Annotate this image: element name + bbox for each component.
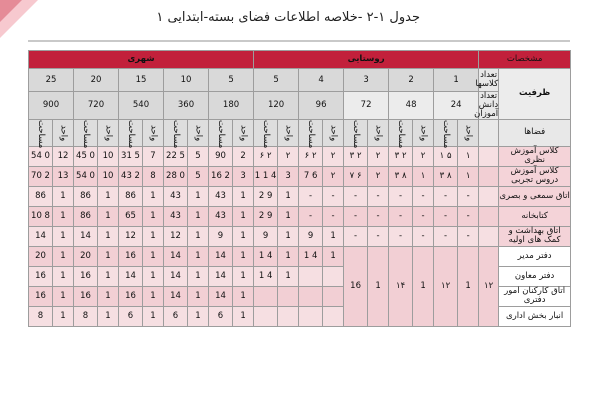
table-cell: 1	[143, 206, 164, 226]
table-cell: ۶ ۲	[254, 146, 278, 166]
space-name: انبار بخش اداری	[499, 306, 571, 326]
table-cell: 1	[233, 306, 254, 326]
table-cell: 6	[119, 306, 143, 326]
table-cell	[299, 286, 323, 306]
table-cell: 12	[53, 146, 74, 166]
table-cell: -	[434, 226, 458, 246]
space-name: دفتر معاون	[499, 266, 571, 286]
table-cell: 14	[164, 246, 188, 266]
merged-area-r2: ۱۲	[434, 246, 458, 326]
table-cell: 1	[233, 186, 254, 206]
table-cell: -	[368, 206, 389, 226]
table-cell	[278, 286, 299, 306]
table-cell: 1	[233, 246, 254, 266]
table-cell: 1	[233, 286, 254, 306]
table-cell: ۱	[458, 166, 479, 186]
table-cell: -	[299, 206, 323, 226]
rural-capacity: 2	[389, 69, 434, 92]
table-cell: 9	[254, 226, 278, 246]
table-cell: 5	[188, 146, 209, 166]
subheader-unit: واحد	[53, 119, 74, 146]
rural-students: 72	[344, 92, 389, 120]
table-cell: 1	[143, 226, 164, 246]
table-cell: 6	[164, 306, 188, 326]
table-cell: 12	[164, 226, 188, 246]
table-cell	[299, 306, 323, 326]
table-cell: 1	[278, 206, 299, 226]
table-cell: 43	[164, 206, 188, 226]
table-cell: 14	[209, 246, 233, 266]
subheader-area: مساحت	[119, 119, 143, 146]
table-cell: 16 2	[209, 166, 233, 186]
subheader-unit: واحد	[233, 119, 254, 146]
merged-area-r1: ۱۲	[479, 246, 499, 326]
table-cell: -	[344, 206, 368, 226]
table-cell: 86	[119, 186, 143, 206]
table-cell: -	[434, 206, 458, 226]
table-cell: 14	[209, 266, 233, 286]
table-cell: -	[389, 226, 413, 246]
table-cell: 1	[53, 266, 74, 286]
table-cell: -	[323, 186, 344, 206]
space-name: اتاق سمعی و بصری	[499, 186, 571, 206]
merged-area-r3: ۱۴	[389, 246, 413, 326]
city-students: 900	[29, 92, 74, 120]
subheader-unit: واحد	[188, 119, 209, 146]
table-cell: -	[344, 226, 368, 246]
table-cell: 1	[278, 226, 299, 246]
city-students: 180	[209, 92, 254, 120]
table-cell: ۲	[413, 146, 434, 166]
table-cell: -	[413, 226, 434, 246]
table-cell: 1	[53, 206, 74, 226]
table-cell: 1	[188, 286, 209, 306]
table-cell: 16	[29, 286, 53, 306]
table-cell: 1	[98, 266, 119, 286]
capacity-label: ظرفیت	[499, 69, 571, 120]
city-capacity: 20	[74, 69, 119, 92]
table-cell: 20	[74, 246, 98, 266]
table-cell: 31 5	[119, 146, 143, 166]
table-cell: 2	[233, 146, 254, 166]
table-cell: 1	[323, 226, 344, 246]
rural-students: 24	[434, 92, 479, 120]
table-cell	[479, 146, 499, 166]
subheader-area: مساحت	[434, 119, 458, 146]
table-cell: 1	[143, 286, 164, 306]
rural-header: روستایی	[254, 51, 479, 69]
table-cell: 1	[143, 246, 164, 266]
table-cell	[479, 166, 499, 186]
table-cell: ۲	[323, 146, 344, 166]
table-cell: 1	[233, 266, 254, 286]
table-cell: ۳ ۲	[344, 146, 368, 166]
rural-capacity: 4	[299, 69, 344, 92]
table-cell: ۳ ۸	[389, 166, 413, 186]
table-cell: 9	[299, 226, 323, 246]
table-cell: ۲	[368, 146, 389, 166]
city-capacity: 25	[29, 69, 74, 92]
table-cell: 14	[209, 286, 233, 306]
table-cell: 1	[53, 226, 74, 246]
table-cell: 1 4	[254, 246, 278, 266]
table-cell: ۱ ۵	[434, 146, 458, 166]
city-students: 540	[119, 92, 164, 120]
corner-decoration-inner	[0, 0, 22, 22]
page-title: جدول ۱-۲ -خلاصه اطلاعات فضای بسته-ابتدایی ۱	[156, 10, 420, 25]
rural-capacity: 1	[434, 69, 479, 92]
summary-table	[28, 50, 571, 327]
table-cell: ۲	[323, 166, 344, 186]
space-name: دفتر مدیر	[499, 246, 571, 266]
table-cell	[278, 306, 299, 326]
table-cell: 1	[53, 286, 74, 306]
table-cell: 1	[53, 246, 74, 266]
table-cell: 16	[119, 246, 143, 266]
table-cell: 70 2	[29, 166, 53, 186]
table-cell: 1	[98, 286, 119, 306]
rural-capacity: 3	[344, 69, 389, 92]
table-cell: ۳ ۸	[434, 166, 458, 186]
table-cell: 90	[209, 146, 233, 166]
table-cell	[299, 266, 323, 286]
space-name: کتابخانه	[499, 206, 571, 226]
city-capacity: 5	[209, 69, 254, 92]
table-cell	[254, 286, 278, 306]
table-cell: 1	[53, 186, 74, 206]
table-cell: 10	[98, 166, 119, 186]
table-cell: 1	[143, 306, 164, 326]
table-cell: 43	[164, 186, 188, 206]
table-cell: 54 0	[29, 146, 53, 166]
table-cell: 1	[143, 266, 164, 286]
subheader-unit: واحد	[143, 119, 164, 146]
space-name: اتاق کارکنان امور دفتری	[499, 286, 571, 306]
table-cell: 1	[323, 246, 344, 266]
table-cell: 1	[188, 206, 209, 226]
table-cell: 86	[29, 186, 53, 206]
table-cell: 20	[29, 246, 53, 266]
table-cell: 13	[53, 166, 74, 186]
table-cell: ۲	[278, 146, 299, 166]
subheader-area: مساحت	[344, 119, 368, 146]
table-cell: 14	[164, 286, 188, 306]
table-cell: -	[458, 206, 479, 226]
subheader-blank	[479, 119, 499, 146]
city-header: شهری	[29, 51, 254, 69]
table-cell: -	[299, 186, 323, 206]
rural-students: 120	[254, 92, 299, 120]
table-cell: ۱	[413, 166, 434, 186]
table-cell: 6	[209, 306, 233, 326]
table-cell: ۷ ۶	[344, 166, 368, 186]
space-name: اتاق بهداشت و کمک های اولیه	[499, 226, 571, 246]
city-capacity: 15	[119, 69, 164, 92]
table-cell	[254, 306, 278, 326]
table-cell: 43 2	[119, 166, 143, 186]
table-cell: -	[368, 186, 389, 206]
table-cell: 1	[98, 186, 119, 206]
subheader-area: مساحت	[29, 119, 53, 146]
table-cell: 86	[74, 186, 98, 206]
table-cell: 1	[98, 246, 119, 266]
table-cell: 1	[188, 226, 209, 246]
table-cell: ۱	[458, 146, 479, 166]
table-cell: 1 1 4	[254, 166, 278, 186]
table-cell: -	[323, 206, 344, 226]
table-cell: -	[458, 186, 479, 206]
merged-area-r4: 16	[344, 246, 368, 326]
table-cell: -	[413, 186, 434, 206]
table-cell: 3	[233, 166, 254, 186]
table-cell: -	[368, 226, 389, 246]
table-cell: 43	[209, 186, 233, 206]
table-cell: 16	[29, 266, 53, 286]
classes-label: تعداد کلاسها	[479, 69, 499, 92]
table-cell: 14	[119, 266, 143, 286]
merged-unit-r2: 1	[458, 246, 479, 326]
rural-students: 48	[389, 92, 434, 120]
merged-unit-r4: 1	[368, 246, 389, 326]
merged-unit-r3: 1	[413, 246, 434, 326]
table-cell: ۶ ۲	[299, 146, 323, 166]
table-cell	[323, 306, 344, 326]
table-cell: 1 4	[254, 266, 278, 286]
city-capacity: 10	[164, 69, 209, 92]
table-cell: 14	[74, 226, 98, 246]
table-cell: 10 8	[29, 206, 53, 226]
table-cell: 1	[188, 246, 209, 266]
subheader-area: مساحت	[299, 119, 323, 146]
subheader-area: مساحت	[209, 119, 233, 146]
subheader-unit: واحد	[368, 119, 389, 146]
table-cell: 1	[278, 246, 299, 266]
table-cell: 1	[98, 306, 119, 326]
table-cell: 28 0	[164, 166, 188, 186]
table-cell: -	[434, 186, 458, 206]
subheader-area: مساحت	[164, 119, 188, 146]
spaces-label: فضاها	[499, 119, 571, 146]
table-cell: 43	[209, 206, 233, 226]
table-cell: 7 6	[299, 166, 323, 186]
city-students: 720	[74, 92, 119, 120]
table-cell: 45 0	[74, 146, 98, 166]
table-cell: 1	[98, 226, 119, 246]
rural-students: 96	[299, 92, 344, 120]
table-cell: 16	[74, 266, 98, 286]
table-cell	[479, 206, 499, 226]
table-cell: ۳ ۲	[389, 146, 413, 166]
table-cell: -	[389, 186, 413, 206]
table-cell: -	[389, 206, 413, 226]
subheader-unit: واحد	[278, 119, 299, 146]
table-cell	[323, 266, 344, 286]
table-cell: 10	[98, 146, 119, 166]
table-cell: 54 0	[74, 166, 98, 186]
subheader-unit: واحد	[458, 119, 479, 146]
table-cell: -	[458, 226, 479, 246]
subheader-area: مساحت	[74, 119, 98, 146]
subheader-area: مساحت	[389, 119, 413, 146]
city-students: 360	[164, 92, 209, 120]
table-cell: 16	[119, 286, 143, 306]
table-cell: 1	[53, 306, 74, 326]
table-cell: 1	[188, 266, 209, 286]
table-cell	[479, 186, 499, 206]
table-cell: ۲	[368, 166, 389, 186]
subheader-unit: واحد	[413, 119, 434, 146]
space-name: کلاس آموزش دروس تجربی	[499, 166, 571, 186]
table-cell: 2 9	[254, 206, 278, 226]
table-cell: 2 9	[254, 186, 278, 206]
table-cell: 3	[278, 166, 299, 186]
table-cell: 1	[233, 206, 254, 226]
table-cell: 8	[74, 306, 98, 326]
space-name: کلاس آموزش نظری	[499, 146, 571, 166]
table-cell: 14	[164, 266, 188, 286]
table-cell: 5	[188, 166, 209, 186]
table-cell: -	[413, 206, 434, 226]
table-cell: 14	[29, 226, 53, 246]
table-cell: 1	[278, 186, 299, 206]
table-cell: 8	[29, 306, 53, 326]
subheader-unit: واحد	[323, 119, 344, 146]
table-cell	[323, 286, 344, 306]
table-cell: 1 4	[299, 246, 323, 266]
table-cell: 1	[278, 266, 299, 286]
table-cell: 8	[143, 166, 164, 186]
table-cell: 1	[233, 226, 254, 246]
table-cell	[479, 226, 499, 246]
table-cell: 9	[209, 226, 233, 246]
table-cell: 1	[188, 186, 209, 206]
table-cell: 12	[119, 226, 143, 246]
table-cell: 65	[119, 206, 143, 226]
subheader-area: مساحت	[254, 119, 278, 146]
students-label: تعداد دانش آموزان	[474, 91, 499, 119]
table-cell: 1	[98, 206, 119, 226]
subheader-unit: واحد	[98, 119, 119, 146]
rural-capacity: 5	[254, 69, 299, 92]
table-cell: 16	[74, 286, 98, 306]
title-divider	[28, 40, 570, 42]
table-cell: 86	[74, 206, 98, 226]
spec-header: مشخصات	[479, 51, 571, 69]
table-cell: 1	[188, 306, 209, 326]
table-cell: -	[344, 186, 368, 206]
table-cell: 22 5	[164, 146, 188, 166]
table-cell: 7	[143, 146, 164, 166]
table-cell: 1	[143, 186, 164, 206]
